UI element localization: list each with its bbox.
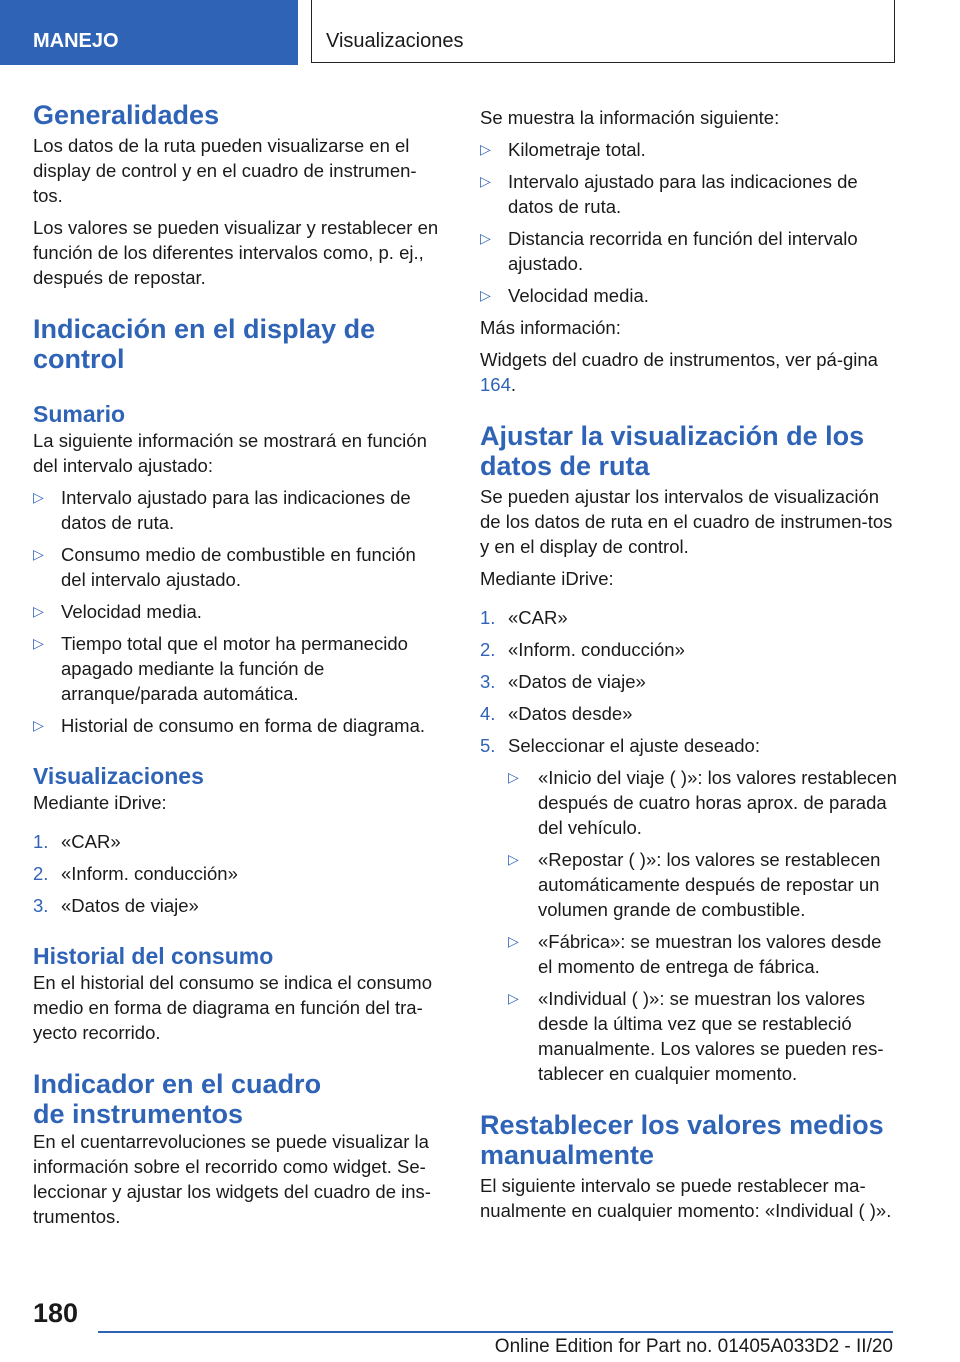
heading-indicador: Indicador en el cuadro de instrumentos bbox=[33, 1069, 322, 1129]
triangle-bullet-icon: ▷ bbox=[33, 603, 44, 619]
triangle-bullet-icon: ▷ bbox=[508, 769, 519, 785]
triangle-bullet-icon: ▷ bbox=[480, 230, 491, 246]
triangle-bullet-icon: ▷ bbox=[480, 173, 491, 189]
paragraph: Los datos de la ruta pueden visualizarse en el display de control y en el cuadro de instrumen-tos. bbox=[33, 135, 417, 206]
footer-divider bbox=[98, 1331, 893, 1333]
list-item: ▷ Intervalo ajustado para las indicaciones de datos de ruta. bbox=[480, 171, 858, 217]
triangle-bullet-icon: ▷ bbox=[33, 717, 44, 733]
list-item: 1. «CAR» bbox=[480, 607, 568, 628]
paragraph: Mediante iDrive: bbox=[480, 568, 614, 589]
list-item: ▷ Kilometraje total. bbox=[480, 139, 646, 160]
list-item: 2. «Inform. conducción» bbox=[33, 863, 238, 884]
heading-visualizaciones: Visualizaciones bbox=[33, 763, 204, 789]
heading-generalidades: Generalidades bbox=[33, 100, 220, 130]
paragraph: Los valores se pueden visualizar y restablecer en función de los diferentes intervalos como, p. ej., después de repostar. bbox=[33, 217, 439, 288]
paragraph: Se pueden ajustar los intervalos de visualización de los datos de ruta en el cuadro de instrumen-tos y en el display de control. bbox=[480, 486, 893, 557]
paragraph: Mediante iDrive: bbox=[33, 792, 167, 813]
list-item: ▷ Intervalo ajustado para las indicaciones de datos de ruta. bbox=[33, 487, 411, 533]
sumario-list bbox=[33, 485, 443, 738]
right-column bbox=[480, 100, 898, 1223]
heading-indicacion: Indicación en el display de control bbox=[33, 314, 376, 374]
paragraph: La siguiente información se mostrará en función del intervalo ajustado: bbox=[33, 430, 427, 476]
triangle-bullet-icon: ▷ bbox=[508, 933, 519, 949]
page-number: 180 bbox=[33, 1298, 79, 1328]
list-item: ▷ Tiempo total que el motor ha permanecido apagado mediante la función de arranque/parada automática. bbox=[33, 633, 408, 704]
list-item: 3. «Datos de viaje» bbox=[33, 895, 199, 916]
paragraph: Widgets del cuadro de instrumentos, ver pá-gina 164. bbox=[480, 349, 878, 395]
list-item: ▷ Consumo medio de combustible en función del intervalo ajustado. bbox=[33, 544, 416, 590]
list-item: 3. «Datos de viaje» bbox=[480, 671, 646, 692]
sub-list bbox=[508, 765, 898, 1086]
header-section: MANEJO bbox=[0, 0, 298, 65]
list-item: 5. Seleccionar el ajuste deseado: ▷ «Inicio del viaje ( )»: los valores restablecen después de cuatro horas aprox. de parada del vehículo. ▷ «Repostar ( )»: los valores se restablecen automáticamente después de repostar un volumen grande de combustible. ▷ «Fábrica»: se muestran los valores desde el momento de entrega de fábrica. ▷ «Individual ( )»: se muestran los valores desde la última vez que se restableció manualmente. Los valores se pueden res-tablecer en cualquier momento. bbox=[480, 735, 897, 1084]
list-item: ▷ «Fábrica»: se muestran los valores desde el momento de entrega de fábrica. bbox=[508, 931, 882, 977]
paragraph: En el historial del consumo se indica el consumo medio en forma de diagrama en función del tra-yecto recorrido. bbox=[33, 972, 432, 1043]
list-item: ▷ Velocidad media. bbox=[33, 601, 202, 622]
list-item: 4. «Datos desde» bbox=[480, 703, 633, 724]
heading-historial: Historial del consumo bbox=[33, 943, 274, 969]
heading-restablecer: Restablecer los valores medios manualmente bbox=[480, 1110, 884, 1170]
footer-edition: Online Edition for Part no. 01405A033D2 - II/20 bbox=[494, 1336, 893, 1357]
list-item: ▷ «Individual ( )»: se muestran los valores desde la última vez que se restableció manualmente. Los valores se pueden res-tablecer en cualquier momento. bbox=[508, 988, 884, 1084]
triangle-bullet-icon: ▷ bbox=[33, 546, 44, 562]
triangle-bullet-icon: ▷ bbox=[508, 990, 519, 1006]
visualizaciones-steps bbox=[33, 829, 443, 918]
triangle-bullet-icon: ▷ bbox=[480, 287, 491, 303]
paragraph: Más información: bbox=[480, 317, 621, 338]
list-item: 2. «Inform. conducción» bbox=[480, 639, 685, 660]
list-item: ▷ «Repostar ( )»: los valores se restablecen automáticamente después de repostar un volumen grande de combustible. bbox=[508, 849, 881, 920]
list-item: ▷ Distancia recorrida en función del intervalo ajustado. bbox=[480, 228, 858, 274]
triangle-bullet-icon: ▷ bbox=[33, 635, 44, 651]
paragraph: Se muestra la información siguiente: bbox=[480, 107, 780, 128]
triangle-bullet-icon: ▷ bbox=[33, 489, 44, 505]
list-item: ▷ Velocidad media. bbox=[480, 285, 649, 306]
paragraph: En el cuentarrevoluciones se puede visualizar la información sobre el recorrido como widget. Se-leccionar y ajustar los widgets del cuadro de ins-trumentos. bbox=[33, 1131, 431, 1227]
left-column bbox=[33, 100, 443, 1229]
ajustar-steps bbox=[480, 605, 898, 1086]
heading-ajustar: Ajustar la visualización de los datos de ruta bbox=[480, 421, 865, 481]
triangle-bullet-icon: ▷ bbox=[508, 851, 519, 867]
paragraph: El siguiente intervalo se puede restablecer ma-nualmente en cualquier momento: «Individual ( )». bbox=[480, 1175, 892, 1221]
list-item: ▷ «Inicio del viaje ( )»: los valores restablecen después de cuatro horas aprox. de parada del vehículo. bbox=[508, 767, 897, 838]
heading-sumario: Sumario bbox=[33, 401, 126, 427]
triangle-bullet-icon: ▷ bbox=[480, 141, 491, 157]
list-item: ▷ Historial de consumo en forma de diagrama. bbox=[33, 715, 426, 736]
header-chapter: Visualizaciones bbox=[311, 0, 895, 63]
list-item: 1. «CAR» bbox=[33, 831, 121, 852]
info-list bbox=[480, 137, 898, 308]
page-link[interactable]: 164 bbox=[480, 374, 511, 395]
